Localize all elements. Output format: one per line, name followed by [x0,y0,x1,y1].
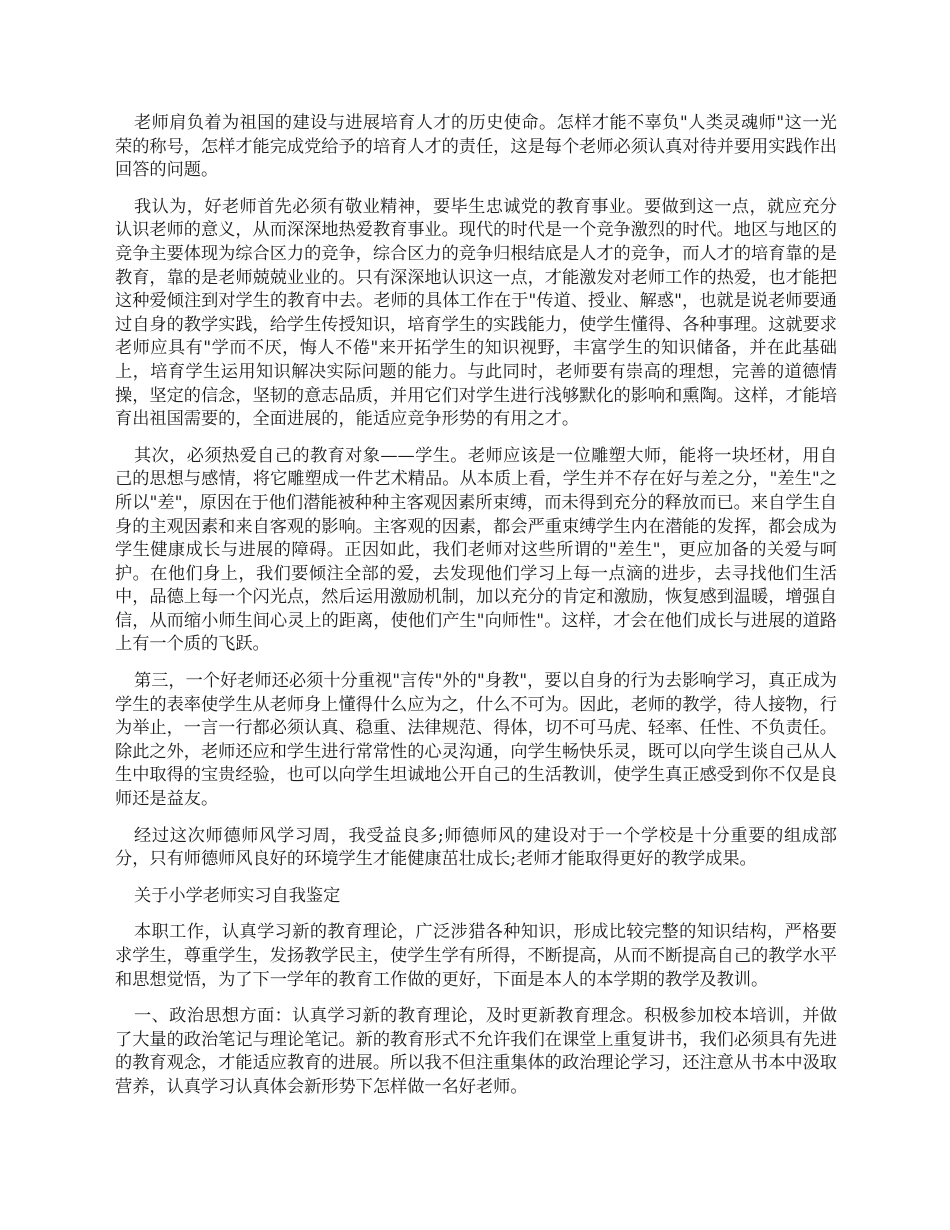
document-page [115,112,837,1113]
paragraph-dedication: 我认为，好老师首先必须有敬业精神，要毕生忠诚党的教育事业。要做到这一点，就应充分认识老师的意义，从而深深地热爱教育事业。现代的时代是一个竞争激烈的时代。地区与地区的竞争主要体现为综合区力的竞争，综合区力的竞争归根结底是人才的竞争，而人才的培育靠的是教育，靠的是老师兢兢业业的。只有深深地认识这一点，才能激发对老师工作的热爱，也才能把这种爱倾注到对学生的教育中去。老师的具体工作在于"传道、授业、解惑"，也就是说老师要通过自身的教学实践，给学生传授知识，培育学生的实践能力，使学生懂得、各种事理。这就要求老师应具有"学而不厌，悔人不倦"来开拓学生的知识视野，丰富学生的知识储备，并在此基础上，培育学生运用知识解决实际问题的能力。与此同时，老师要有崇高的理想，完善的道德情操，坚定的信念，坚韧的意志品质，并用它们对学生进行浅够默化的影响和熏陶。这样，才能培育出祖国需要的，全面进展的，能适应竞争形势的有用之才。 [115,196,837,430]
section-heading: 关于小学老师实习自我鉴定 [134,885,341,906]
paragraph-study-week-summary: 经过这次师德师风学习周，我受益良多;师德师风的建设对于一个学校是十分重要的组成部分，只有师德师风良好的环境学生才能健康茁壮成长;老师才能取得更好的教学成果。 [115,825,837,870]
paragraph-work-overview: 本职工作，认真学习新的教育理论，广泛涉猎各种知识，形成比较完整的知识结构，严格要求学生，尊重学生，发扬教学民主，使学生学有所得，不断提高，从而不断提高自己的教学水平和思想觉悟，为了下一学年的教育工作做的更好，下面是本人的本学期的教学及教训。 [115,922,837,990]
paragraph-political-thought: 一、政治思想方面：认真学习新的教育理论，及时更新教育理念。积极参加校本培训，并做了大量的政治笔记与理论笔记。新的教育形式不允许我们在课堂上重复讲书，我们必须具有先进的教育观念，才能适应教育的进展。所以我不但注重集体的政治理论学习，还注意从书本中汲取营养，认真学习认真体会新形势下怎样做一名好老师。 [115,1006,837,1097]
paragraph-teacher-mission: 老师肩负着为祖国的建设与进展培育人才的历史使命。怎样才能不辜负"人类灵魂师"这一光荣的称号，怎样才能完成党给予的培育人才的责任，这是每个老师必须认真对待并要用实践作出回答的问题。 [115,113,837,181]
paragraph-lead-by-example: 第三，一个好老师还必须十分重视"言传"外的"身教"，要以自身的行为去影响学习，真正成为学生的表率使学生从老师身上懂得什么应为之，什么不可为。因此，老师的教学，待人接物，行为举止，一言一行都必须认真、稳重、法律规范、得体，切不可马虎、轻率、任性、不负责任。除此之外，老师还应和学生进行常常性的心灵沟通，向学生畅快乐灵，既可以向学生谈自己从人生中取得的宝贵经验，也可以向学生坦诚地公开自己的生活教训，使学生真正感受到你不仅是良师还是益友。 [115,671,837,810]
paragraph-love-students: 其次，必须热爱自己的教育对象——学生。老师应该是一位雕塑大师，能将一块坯材，用自己的思想与感情，将它雕塑成一件艺术精品。从本质上看，学生并不存在好与差之分，"差生"之所以"差"，原因在于他们潜能被种种主客观因素所束缚，而未得到充分的释放而已。来自学生自身的主观因素和来自客观的影响。主客观的因素，都会严重束缚学生内在潜能的发挥，都会成为学生健康成长与进展的障碍。正因如此，我们老师对这些所谓的"差生"，更应加备的关爱与呵护。在他们身上，我们要倾注全部的爱，去发现他们学习上每一点滴的进步，去寻找他们生活中，品德上每一个闪光点，然后运用激励机制，加以充分的肯定和激励，恢复感到温暖，增强自信，从而缩小师生间心灵上的距离，使他们产生"向师性"。这样，才会在他们成长与进展的道路上有一个质的飞跃。 [115,445,837,655]
